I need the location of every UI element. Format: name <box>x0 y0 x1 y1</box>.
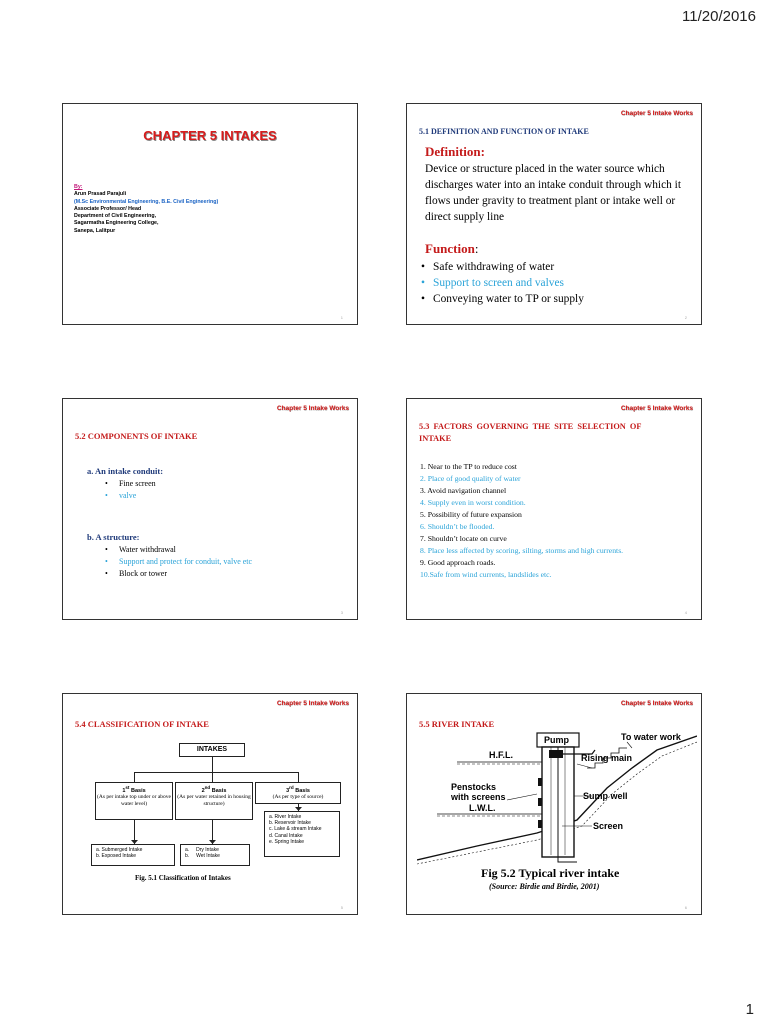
slide-3 <box>62 398 358 620</box>
slide-4 <box>406 398 702 620</box>
list-item: 7. Shouldn’t locate on curve <box>420 534 507 543</box>
list-item: 1. Near to the TP to reduce cost <box>420 462 517 471</box>
figure-caption: Fig. 5.1 Classification of Intakes <box>135 874 231 882</box>
function-label: Function: <box>425 241 479 256</box>
arrow-heads <box>91 736 347 896</box>
label-rising-main: Rising main <box>581 753 633 763</box>
list-item: 6. Shouldn’t be flooded. <box>420 522 495 531</box>
slide-2 <box>406 103 702 325</box>
author-department: Department of Civil Engineering, <box>74 213 157 220</box>
author-address: Sanepa, Lalitpur <box>74 227 116 234</box>
list-item: 2. Place of good quality of water <box>420 474 521 483</box>
label-penstocks: Penstocks <box>451 782 497 792</box>
slide-header: Chapter 5 Intake Works <box>620 700 693 707</box>
author-block <box>74 184 218 235</box>
label-pump: Pump <box>544 735 570 745</box>
page-number: 1 <box>745 1001 754 1018</box>
slide-number: 2 <box>684 315 687 320</box>
slide-heading: 5.3 FACTORS GOVERNING THE SITE SELECTION OF <box>419 422 642 431</box>
component-b-label: b. A structure: <box>87 532 140 542</box>
slide-5 <box>62 693 358 915</box>
list-item: • Fine screen <box>105 478 156 490</box>
component-a-label: a. An intake conduit: <box>87 466 164 476</box>
component-b-list <box>105 544 252 580</box>
definition-label: Definition: <box>425 144 485 159</box>
slide-header: Chapter 5 Intake Works <box>276 405 349 412</box>
label-to-water-work: To water work <box>621 732 681 742</box>
list-item: • Support to screen and valves <box>421 275 584 291</box>
list-item: 9. Good approach roads. <box>420 558 496 567</box>
list-item: 5. Possibility of future expansion <box>420 510 522 519</box>
component-a-list <box>105 478 156 502</box>
leaf-box-2: a. Dry Intake b. Wet Intake <box>180 844 250 866</box>
slide-number: 6 <box>684 905 687 910</box>
slide-header: Chapter 5 Intake Works <box>620 110 693 117</box>
slide-1 <box>62 103 358 325</box>
slide-6 <box>406 693 702 915</box>
river-intake-figure <box>417 728 697 868</box>
author-college: Sagarmatha Engineering College, <box>74 220 159 227</box>
basis-box-2: 2nd Basis (As per water retained in housing structure) <box>175 782 253 820</box>
slide-number: 1 <box>340 315 343 320</box>
list-item: 10.Safe from wind currents, landslides etc. <box>420 570 552 579</box>
list-item: • valve <box>105 490 156 502</box>
figure-caption: Fig 5.2 Typical river intake <box>481 866 620 880</box>
author-position: Associate Professor/ Head <box>74 205 142 212</box>
classification-diagram <box>91 736 347 896</box>
basis-box-3: 3rd Basis (As per type of source) <box>255 782 341 804</box>
author-degrees: (M.Sc Environmental Engineering, B.E. Civil Engineering) <box>74 198 219 205</box>
figure-source: (Source: Birdie and Birdie, 2001) <box>489 882 600 891</box>
list-item: • Water withdrawal <box>105 544 252 556</box>
slide-heading: 5.5 RIVER INTAKE <box>419 719 495 729</box>
list-item: 3. Avoid navigation channel <box>420 486 507 495</box>
slide-heading: 5.4 CLASSIFICATION OF INTAKE <box>75 719 209 729</box>
leaf-box-1: a. Submerged Intake b. Exposed Intake <box>91 844 175 866</box>
factor-list <box>420 461 623 581</box>
leaf-box-3: a. River Intake b. Reservoir Intake c. Lake & stream Intake d. Canal Intake e. Spring Intake <box>264 811 340 857</box>
label-screen: Screen <box>593 821 624 831</box>
list-item: • Safe withdrawing of water <box>421 259 584 275</box>
basis-box-1: 1st Basis (As per intake top under or above water level) <box>95 782 173 820</box>
list-item: • Support and protect for conduit, valve etc <box>105 556 252 568</box>
author-by-label: By: <box>74 184 83 190</box>
print-date: 11/20/2016 <box>682 8 756 25</box>
list-item: 8. Place less affected by scoring, silting, storms and high currents. <box>420 546 624 555</box>
list-item: • Block or tower <box>105 568 252 580</box>
label-hfl: H.F.L. <box>489 750 513 760</box>
list-item: 4. Supply even in worst condition. <box>420 498 526 507</box>
definition-text: Device or structure placed in the water source which discharges water into an intake conduit through which it flows under gravity to treatment plant or intake well or direct supply line <box>425 163 682 223</box>
intakes-root-box: INTAKES <box>179 743 245 757</box>
slide-number: 4 <box>684 610 687 615</box>
slide-header: Chapter 5 Intake Works <box>276 700 349 707</box>
slide-number: 5 <box>340 905 343 910</box>
label-with-screens: with screens <box>451 792 506 802</box>
list-item: • Conveying water to TP or supply <box>421 291 584 307</box>
slide-number: 3 <box>340 610 343 615</box>
slide-header: Chapter 5 Intake Works <box>620 405 693 412</box>
label-sump-well: Sump well <box>583 791 628 801</box>
chapter-title: CHAPTER 5 INTAKES <box>143 128 277 143</box>
slide-heading: 5.2 COMPONENTS OF INTAKE <box>75 431 198 441</box>
function-list <box>421 259 584 307</box>
label-lwl: L.W.L. <box>469 803 496 813</box>
slide-heading-cont: INTAKE <box>419 434 452 443</box>
author-name: Arun Prasad Parajuli <box>74 191 127 198</box>
slide-heading: 5.1 DEFINITION AND FUNCTION OF INTAKE <box>419 127 589 136</box>
